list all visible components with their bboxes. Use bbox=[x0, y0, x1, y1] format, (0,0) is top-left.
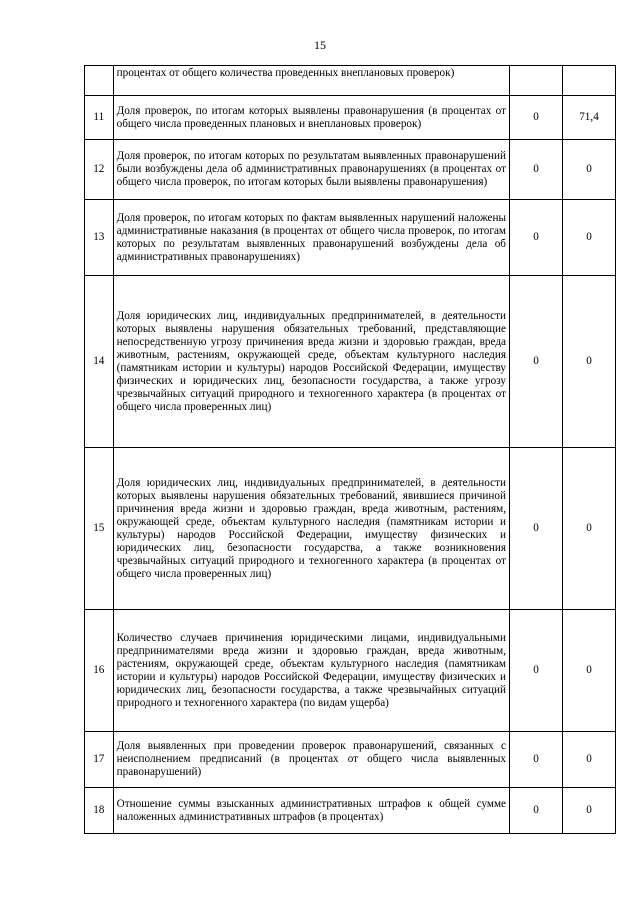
indicator-text: Доля юридических лиц, индивидуальных предпринимателей, в деятельности которых выявлены нарушения обязательных требований, явившиеся причиной причинения вреда жизни и здоровью граждан, вреда животным, растениям, окружающей среде, объектам культурного наследия (памятникам истории и культуры) народов Российской Федерации, имуществу физических и юридических лиц, безопасности государства, а также возникновения чрезвычайных ситуаций природного и техногенного характера (в процентах от общего числа проверенных лиц) bbox=[113, 448, 509, 610]
indicator-text: Доля юридических лиц, индивидуальных предпринимателей, в деятельности которых выявлены нарушения обязательных требований, представляющие непосредственную угрозу причинения вреда жизни и здоровью граждан, вреда животным, растениям, окружающей среде, объектам культурного наследия (памятникам истории и культуры) народов Российской Федерации, имуществу физических и юридических лиц, безопасности государства, а также угрозу чрезвычайных ситуаций природного и техногенного характера (в процентах от общего числа проверенных лиц) bbox=[113, 276, 509, 448]
table-row bbox=[85, 610, 616, 732]
table-row bbox=[85, 732, 616, 788]
value-column-2: 0 bbox=[562, 140, 615, 200]
indicator-text: Доля проверок, по итогам которых выявлены правонарушения (в процентах от общего числа проведенных плановых и внеплановых проверок) bbox=[113, 96, 509, 140]
table-row bbox=[85, 96, 616, 140]
indicators-table bbox=[84, 65, 616, 834]
indicator-text: процентах от общего количества проведенных внеплановых проверок) bbox=[113, 66, 509, 96]
indicator-text: Отношение суммы взысканных административных штрафов к общей сумме наложенных административных штрафов (в процентах) bbox=[113, 788, 509, 834]
table-row bbox=[85, 448, 616, 610]
table-row bbox=[85, 66, 616, 96]
value-column-1: 0 bbox=[510, 276, 563, 448]
indicator-text: Доля проверок, по итогам которых по результатам выявленных правонарушений были возбуждены дела об административных правонарушениях (в процентах от общего числа проверок, по итогам которых были выявлены правонарушения) bbox=[113, 140, 509, 200]
table-row bbox=[85, 276, 616, 448]
row-number: 11 bbox=[85, 96, 114, 140]
value-column-1: 0 bbox=[510, 732, 563, 788]
value-column-2: 0 bbox=[562, 448, 615, 610]
value-column-2: 71,4 bbox=[562, 96, 615, 140]
value-column-2: 0 bbox=[562, 788, 615, 834]
row-number: 17 bbox=[85, 732, 114, 788]
value-column-2 bbox=[562, 66, 615, 96]
table-row bbox=[85, 140, 616, 200]
indicator-text: Количество случаев причинения юридическими лицами, индивидуальными предпринимателями вреда жизни и здоровью граждан, вреда животным, растениям, окружающей среде, объектам культурного наследия (памятникам истории и культуры) народов Российской Федерации, имуществу физических и юридических лиц, безопасности государства, а также чрезвычайных ситуаций природного и техногенного характера (по видам ущерба) bbox=[113, 610, 509, 732]
value-column-1: 0 bbox=[510, 96, 563, 140]
value-column-1: 0 bbox=[510, 788, 563, 834]
value-column-1: 0 bbox=[510, 610, 563, 732]
table-row bbox=[85, 788, 616, 834]
row-number: 12 bbox=[85, 140, 114, 200]
indicator-text: Доля выявленных при проведении проверок правонарушений, связанных с неисполнением предписаний (в процентах от общего числа выявленных правонарушений) bbox=[113, 732, 509, 788]
table-row bbox=[85, 200, 616, 276]
value-column-2: 0 bbox=[562, 200, 615, 276]
row-number: 13 bbox=[85, 200, 114, 276]
value-column-2: 0 bbox=[562, 610, 615, 732]
value-column-1: 0 bbox=[510, 200, 563, 276]
row-number bbox=[85, 66, 114, 96]
row-number: 16 bbox=[85, 610, 114, 732]
value-column-1 bbox=[510, 66, 563, 96]
value-column-1: 0 bbox=[510, 140, 563, 200]
value-column-1: 0 bbox=[510, 448, 563, 610]
value-column-2: 0 bbox=[562, 276, 615, 448]
indicator-text: Доля проверок, по итогам которых по фактам выявленных нарушений наложены административные наказания (в процентах от общего числа проверок, по итогам которых по результатам выявленных правонарушений возбуждены дела об административных правонарушениях) bbox=[113, 200, 509, 276]
row-number: 15 bbox=[85, 448, 114, 610]
value-column-2: 0 bbox=[562, 732, 615, 788]
row-number: 14 bbox=[85, 276, 114, 448]
row-number: 18 bbox=[85, 788, 114, 834]
page-number: 15 bbox=[314, 38, 326, 52]
